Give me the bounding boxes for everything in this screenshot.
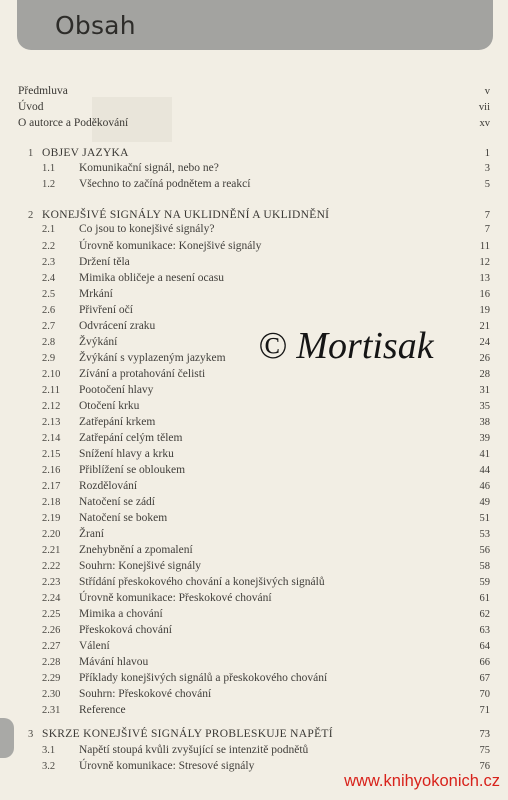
toc-section-entry-page-number: 49: [479, 497, 490, 508]
toc-section-entry-page-number: 41: [479, 449, 490, 460]
toc-section-entry-page-number: 51: [479, 513, 490, 524]
toc-section-entry-page-number: 67: [479, 673, 490, 684]
toc-section-entry-title: Rozdělování: [79, 480, 138, 492]
toc-section-entry-title: Žraní: [79, 528, 104, 540]
toc-section-entry-page-number: 76: [479, 761, 490, 772]
toc-section-entry-title: Mimika a chování: [79, 608, 163, 620]
toc-chapter-entry: [0, 208, 508, 223]
toc-front-entry: [0, 84, 508, 99]
toc-section-entry-number: 2.12: [42, 401, 61, 412]
toc-section-entry-page-number: 26: [479, 353, 490, 364]
toc-section-entry-title: Komunikační signál, nebo ne?: [79, 162, 219, 174]
toc-section-entry-title: Znehybnění a zpomalení: [79, 544, 193, 556]
toc-section-entry-page-number: 28: [479, 369, 490, 380]
toc-section-entry-number: 1.2: [42, 179, 56, 190]
toc-section-entry: [0, 703, 508, 718]
toc-section-entry: [0, 415, 508, 430]
toc-section-entry-title: Úrovně komunikace: Přeskokové chování: [79, 592, 272, 604]
toc-front-entry-page-number: vii: [478, 102, 490, 113]
toc-front-entry-title: Předmluva: [18, 85, 68, 97]
page-title: Obsah: [55, 11, 136, 40]
toc-section-entry-number: 2.20: [42, 529, 61, 540]
toc-section-entry-page-number: 62: [479, 609, 490, 620]
toc-section-entry-page-number: 64: [479, 641, 490, 652]
toc-section-entry: [0, 559, 508, 574]
toc-section-entry: [0, 743, 508, 758]
toc-front-entry: [0, 100, 508, 115]
toc-section-entry-page-number: 75: [479, 745, 490, 756]
toc-section-entry: [0, 271, 508, 286]
toc-section-entry-number: 2.29: [42, 673, 61, 684]
toc-section-entry-page-number: 59: [479, 577, 490, 588]
toc-section-entry-page-number: 71: [479, 705, 490, 716]
toc-section-entry-title: Všechno to začíná podnětem a reakcí: [79, 178, 251, 190]
toc-section-entry-title: Pootočení hlavy: [79, 384, 154, 396]
toc-section-entry-number: 2.26: [42, 625, 61, 636]
toc-section-entry-title: Úrovně komunikace: Konejšivé signály: [79, 240, 262, 252]
toc-section-entry-title: Přivření očí: [79, 304, 133, 316]
toc-chapter-entry-page-number: 7: [484, 210, 490, 221]
watermark: © Mortisak: [258, 325, 434, 367]
toc-section-entry-number: 3.1: [42, 745, 56, 756]
toc-section-entry-page-number: 3: [484, 163, 490, 174]
toc-section-entry-page-number: 63: [479, 625, 490, 636]
toc-section-entry-title: Válení: [79, 640, 110, 652]
toc-chapter-entry-title: KONEJŠIVÉ SIGNÁLY NA UKLIDNĚNÍ A UKLIDNĚNÍ: [42, 209, 330, 221]
toc-section-entry: [0, 575, 508, 590]
toc-section-entry-page-number: 12: [479, 257, 490, 268]
toc-section-entry-page-number: 58: [479, 561, 490, 572]
toc-section-entry-title: Přeskoková chování: [79, 624, 172, 636]
toc-section-entry: [0, 239, 508, 254]
toc-section-entry: [0, 495, 508, 510]
header-bar: [17, 0, 493, 50]
toc-section-entry-number: 2.16: [42, 465, 61, 476]
toc-section-entry: [0, 527, 508, 542]
toc-front-entry-title: Úvod: [18, 101, 44, 113]
toc-chapter-entry-title: SKRZE KONEJŠIVÉ SIGNÁLY PROBLESKUJE NAPĚTÍ: [42, 728, 333, 740]
toc-section-entry-number: 2.21: [42, 545, 61, 556]
site-url: www.knihyokonich.cz: [344, 772, 500, 790]
toc-section-entry-number: 2.28: [42, 657, 61, 668]
toc-section-entry-title: Úrovně komunikace: Stresové signály: [79, 760, 255, 772]
toc-section-entry-title: Mimika obličeje a nesení ocasu: [79, 272, 224, 284]
toc-chapter-entry-page-number: 1: [484, 148, 490, 159]
toc-section-entry: [0, 447, 508, 462]
toc-section-entry-number: 2.8: [42, 337, 56, 348]
toc-section-entry: [0, 287, 508, 302]
toc-front-entry: [0, 116, 508, 131]
toc-section-entry-page-number: 56: [479, 545, 490, 556]
toc-section-entry: [0, 222, 508, 237]
toc-section-entry-page-number: 19: [479, 305, 490, 316]
toc-front-entry-page-number: xv: [479, 118, 490, 129]
toc-section-entry-page-number: 46: [479, 481, 490, 492]
toc-section-entry-number: 2.24: [42, 593, 61, 604]
toc-section-entry-number: 2.11: [42, 385, 60, 396]
toc-section-entry: [0, 255, 508, 270]
toc-section-entry-number: 2.6: [42, 305, 56, 316]
toc-section-entry-page-number: 61: [479, 593, 490, 604]
toc-chapter-entry-number: 2: [28, 210, 34, 221]
toc-section-entry-number: 2.4: [42, 273, 56, 284]
toc-section-entry-title: Držení těla: [79, 256, 130, 268]
toc-section-entry: [0, 607, 508, 622]
toc-section-entry-number: 2.15: [42, 449, 61, 460]
toc-section-entry-title: Žvýkání: [79, 336, 118, 348]
toc-section-entry-title: Souhrn: Přeskokové chování: [79, 688, 212, 700]
toc-section-entry-number: 2.13: [42, 417, 61, 428]
toc-section-entry: [0, 367, 508, 382]
toc-section-entry-page-number: 5: [484, 179, 490, 190]
toc-section-entry: [0, 591, 508, 606]
toc-section-entry-title: Příklady konejšivých signálů a přeskokového chování: [79, 672, 328, 684]
toc-section-entry-number: 3.2: [42, 761, 56, 772]
toc-section-entry-number: 1.1: [42, 163, 56, 174]
toc-chapter-entry: [0, 727, 508, 742]
toc-section-entry-page-number: 38: [479, 417, 490, 428]
toc-section-entry: [0, 655, 508, 670]
toc-section-entry-number: 2.14: [42, 433, 61, 444]
toc-section-entry: [0, 671, 508, 686]
toc-section-entry: [0, 511, 508, 526]
toc-section-entry-number: 2.10: [42, 369, 61, 380]
toc-chapter-entry-number: 1: [28, 148, 34, 159]
toc-section-entry: [0, 687, 508, 702]
toc-section-entry-title: Mrkání: [79, 288, 113, 300]
toc-section-entry-number: 2.31: [42, 705, 61, 716]
toc-section-entry-number: 2.5: [42, 289, 56, 300]
toc-section-entry-title: Mávání hlavou: [79, 656, 149, 668]
toc-section-entry-title: Napětí stoupá kvůli zvyšující se intenzitě podnětů: [79, 744, 309, 756]
toc-section-entry-page-number: 39: [479, 433, 490, 444]
toc-section-entry-number: 2.1: [42, 224, 56, 235]
toc-section-entry: [0, 543, 508, 558]
toc-section-entry: [0, 399, 508, 414]
toc-section-entry: [0, 161, 508, 176]
toc-front-entry-page-number: v: [484, 86, 490, 97]
toc-section-entry-number: 2.9: [42, 353, 56, 364]
toc-section-entry-page-number: 13: [479, 273, 490, 284]
toc-section-entry-number: 2.30: [42, 689, 61, 700]
toc-section-entry-page-number: 35: [479, 401, 490, 412]
toc-section-entry-number: 2.27: [42, 641, 61, 652]
toc-section-entry-number: 2.23: [42, 577, 61, 588]
toc-section-entry-title: Souhrn: Konejšivé signály: [79, 560, 202, 572]
toc-section-entry-title: Střídání přeskokového chování a konejšivých signálů: [79, 576, 325, 588]
toc-section-entry-title: Reference: [79, 704, 126, 716]
toc-section-entry-title: Natočení se zádí: [79, 496, 155, 508]
toc-section-entry-number: 2.25: [42, 609, 61, 620]
toc-section-entry-page-number: 70: [479, 689, 490, 700]
toc-section-entry-title: Snížení hlavy a krku: [79, 448, 174, 460]
toc-front-entry-title: O autorce a Poděkování: [18, 117, 129, 129]
toc-section-entry: [0, 639, 508, 654]
toc-section-entry-page-number: 16: [479, 289, 490, 300]
toc-section-entry: [0, 383, 508, 398]
toc-section-entry: [0, 463, 508, 478]
toc-section-entry: [0, 431, 508, 446]
toc-section-entry-page-number: 21: [479, 321, 490, 332]
toc-section-entry-number: 2.17: [42, 481, 61, 492]
toc-section-entry-title: Zívání a protahování čelisti: [79, 368, 206, 380]
toc-section-entry-title: Žvýkání s vyplazeným jazykem: [79, 352, 226, 364]
toc-section-entry-page-number: 24: [479, 337, 490, 348]
toc-section-entry-title: Otočení krku: [79, 400, 140, 412]
toc-section-entry-title: Přiblížení se obloukem: [79, 464, 186, 476]
toc-section-entry-page-number: 31: [479, 385, 490, 396]
toc-section-entry-title: Odvrácení zraku: [79, 320, 156, 332]
toc-section-entry-number: 2.22: [42, 561, 61, 572]
toc-section-entry-number: 2.18: [42, 497, 61, 508]
toc-section-entry-number: 2.19: [42, 513, 61, 524]
toc-section-entry-page-number: 44: [479, 465, 490, 476]
toc-section-entry-title: Natočení se bokem: [79, 512, 168, 524]
toc-chapter-entry-title: OBJEV JAZYKA: [42, 147, 129, 159]
toc-section-entry-page-number: 7: [484, 224, 490, 235]
toc-section-entry-number: 2.7: [42, 321, 56, 332]
toc-section-entry-number: 2.2: [42, 241, 56, 252]
toc-section-entry-title: Zatřepání celým tělem: [79, 432, 183, 444]
toc-section-entry: [0, 479, 508, 494]
toc-section-entry-number: 2.3: [42, 257, 56, 268]
toc-section-entry-title: Zatřepání krkem: [79, 416, 156, 428]
toc-section-entry-page-number: 11: [479, 241, 490, 252]
toc-section-entry: [0, 303, 508, 318]
toc-section-entry-page-number: 66: [479, 657, 490, 668]
toc-section-entry-page-number: 53: [479, 529, 490, 540]
toc-chapter-entry: [0, 146, 508, 161]
toc-section-entry-title: Co jsou to konejšivé signály?: [79, 223, 215, 235]
toc-section-entry: [0, 623, 508, 638]
toc-chapter-entry-number: 3: [28, 729, 34, 740]
toc-chapter-entry-page-number: 73: [479, 729, 490, 740]
toc-section-entry: [0, 177, 508, 192]
